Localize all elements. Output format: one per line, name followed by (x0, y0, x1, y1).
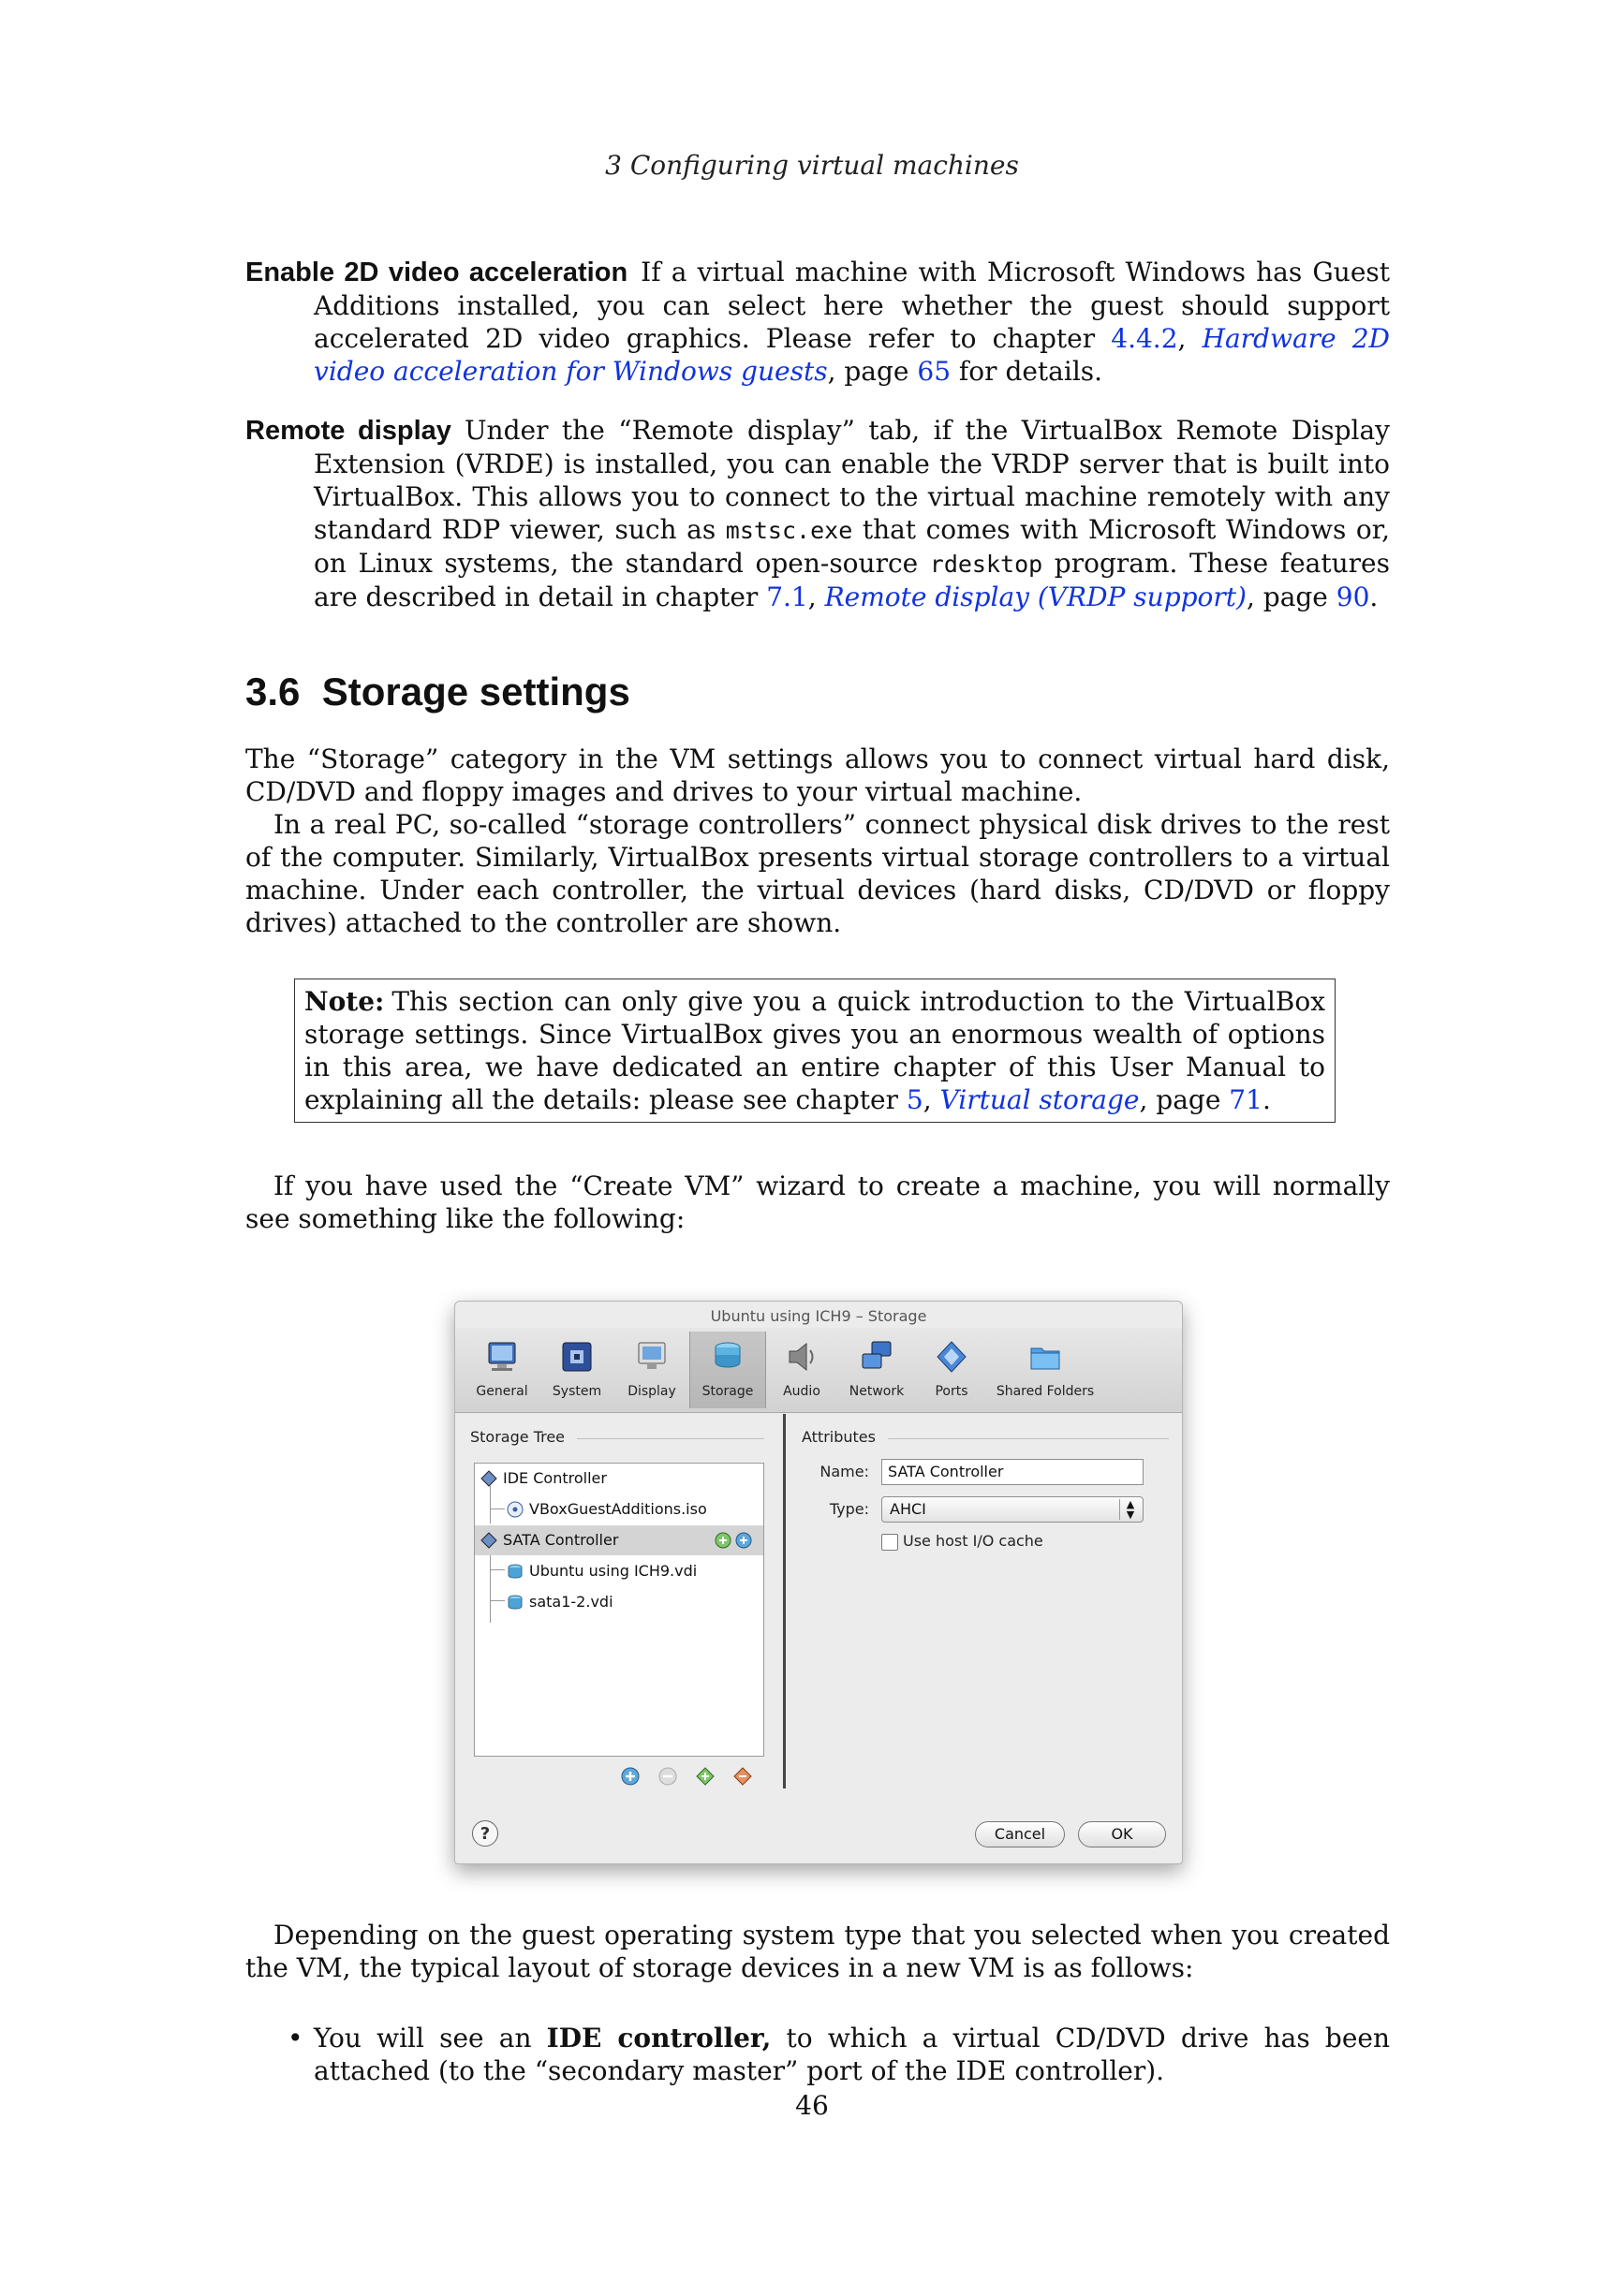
page-link[interactable]: 90 (1336, 581, 1370, 612)
storage-tree-label: Storage Tree (470, 1428, 566, 1446)
section-number: 3.6 (245, 670, 301, 714)
toolbar-display[interactable]: Display (614, 1332, 689, 1408)
page-content (245, 229, 1390, 2087)
cancel-button[interactable]: Cancel (975, 1821, 1065, 1847)
help-button[interactable]: ? (472, 1820, 498, 1847)
ok-button[interactable]: OK (1078, 1821, 1166, 1847)
toolbar-network[interactable]: Network (839, 1332, 914, 1408)
speaker-icon (784, 1339, 819, 1375)
chip-icon (559, 1339, 595, 1375)
desc-item-remote-display: Remote display Under the “Remote display” tab, if the VirtualBox Remote Display Extension (VRDE) is installed, you can enable the VRDP server that is built into VirtualBox. This allows you to connect to the virtual machine remotely with any standard RDP viewer, such as mstsc.exe that comes with Microsoft Windows or, on Linux systems, the standard open-source rdesktop program. These features are described in detail in chapter 7.1, Remote display (VRDP support), page 90. (245, 415, 1391, 612)
toolbar-audio[interactable]: Audio (764, 1332, 839, 1408)
desc-term: Remote display (245, 416, 451, 446)
name-label: Name: (819, 1463, 869, 1480)
controller-icon (480, 1470, 497, 1487)
paragraph: Depending on the guest operating system type that you selected when you created the VM, the typical layout of storage devices in a new VM is as follows: (245, 1920, 1390, 1983)
network-icon (859, 1339, 894, 1375)
folder-icon (1027, 1339, 1063, 1375)
pane-rule (577, 1438, 764, 1439)
hard-disk-icon (507, 1594, 524, 1611)
screenshot-figure (245, 1273, 1390, 1872)
paragraph: If you have used the “Create VM” wizard to create a machine, you will normally see something like the following: (245, 1170, 1390, 1234)
layout-list (245, 2022, 1390, 2087)
paragraph: The “Storage” category in the VM settings allows you to connect virtual hard disk, CD/DVD and floppy images and drives to your virtual machine. (245, 743, 1390, 807)
tree-item-disk-2[interactable]: sata1-2.vdi (475, 1587, 763, 1617)
add-disk-icon[interactable] (735, 1532, 752, 1549)
select-arrows-icon: ▲ ▼ (1119, 1499, 1141, 1520)
settings-toolbar (455, 1328, 1182, 1413)
controller-icon (480, 1532, 497, 1549)
section-title-link[interactable]: Virtual storage (939, 1084, 1140, 1115)
note-label: Note: (304, 986, 385, 1017)
tree-item-ide-controller[interactable]: IDE Controller (475, 1464, 763, 1494)
host-io-cache-checkbox[interactable] (881, 1534, 898, 1551)
add-controller-icon[interactable] (620, 1766, 641, 1787)
chapter-link[interactable]: 4.4.2 (1111, 323, 1178, 354)
tree-item-disk-1[interactable]: Ubuntu using ICH9.vdi (475, 1556, 763, 1586)
toolbar-ports[interactable]: Ports (914, 1332, 989, 1408)
toolbar-shared-folders[interactable]: Shared Folders (989, 1332, 1101, 1408)
cd-icon (507, 1501, 524, 1518)
bullet: • (288, 2023, 303, 2053)
section-title-link[interactable]: Hardware 2D video acceleration for Windows guests (314, 323, 1390, 387)
page-link[interactable]: 65 (917, 356, 952, 387)
remove-attachment-icon[interactable] (732, 1766, 753, 1787)
toolbar-system[interactable]: System (539, 1332, 614, 1408)
note-box: Note: This section can only give you a quick introduction to the VirtualBox storage settings. Since VirtualBox gives you an enormous wealth of options in this area, we have dedicated an entire chapter of this User Manual to explaining all the details: please see chapter 5, Virtual storage, page 71. (294, 979, 1336, 1123)
desc-term: Enable 2D video acceleration (245, 258, 628, 287)
storage-disks-icon (710, 1339, 746, 1375)
monitor-icon (484, 1339, 520, 1375)
toolbar-general[interactable]: General (465, 1332, 539, 1408)
tree-item-sata-controller[interactable]: SATA Controller (475, 1525, 763, 1555)
section-title-text: Storage settings (321, 670, 630, 714)
running-header: 3 Configuring virtual machines (605, 150, 1019, 181)
page-number: 46 (795, 2090, 829, 2121)
window-title: Ubuntu using ICH9 – Storage (710, 1307, 927, 1325)
display-icon (634, 1339, 670, 1375)
remove-controller-icon[interactable] (657, 1766, 678, 1787)
code-rdesktop: rdesktop (929, 551, 1043, 578)
chapter-link[interactable]: 5 (906, 1084, 923, 1115)
section-title-link[interactable]: Remote display (VRDP support) (824, 581, 1247, 612)
page-link[interactable]: 71 (1229, 1084, 1262, 1115)
host-io-cache-label: Use host I/O cache (903, 1532, 1043, 1550)
hard-disk-icon (507, 1563, 524, 1580)
toolbar-storage[interactable]: Storage (689, 1332, 766, 1408)
attributes-label: Attributes (802, 1428, 876, 1446)
pane-rule (888, 1438, 1169, 1439)
add-cd-icon[interactable] (715, 1532, 731, 1549)
controller-type-select[interactable]: AHCI ▲ ▼ (881, 1496, 1144, 1523)
settings-window (454, 1301, 1183, 1864)
add-attachment-icon[interactable] (695, 1766, 716, 1787)
desc-item-2d-video: Enable 2D video acceleration If a virtual machine with Microsoft Windows has Guest Additions installed, you can select here whether the guest should support accelerated 2D video graphics. Please refer to chapter 4.4.2, Hardware 2D video acceleration for Windows guests, page 65 for details. (245, 257, 1391, 387)
tree-item-cd[interactable]: VBoxGuestAdditions.iso (475, 1494, 763, 1524)
chapter-link[interactable]: 7.1 (766, 581, 808, 612)
section-heading (245, 670, 1390, 714)
storage-tree[interactable] (474, 1463, 764, 1757)
pane-divider (783, 1414, 786, 1788)
type-label: Type: (829, 1500, 869, 1518)
ports-icon (934, 1339, 969, 1375)
list-item: • You will see an IDE controller, to which a virtual CD/DVD drive has been attached (to the “secondary master” port of the IDE controller). (288, 2023, 1391, 2086)
controller-name-field[interactable]: SATA Controller (881, 1459, 1144, 1485)
paragraph: In a real PC, so-called “storage controllers” connect physical disk drives to the rest of the computer. Similarly, VirtualBox presents virtual storage controllers to a virtual machine. Under each controller, the virtual devices (hard disks, CD/DVD or floppy drives) attached to the controller are shown. (245, 809, 1390, 938)
code-mstsc: mstsc.exe (725, 517, 853, 544)
